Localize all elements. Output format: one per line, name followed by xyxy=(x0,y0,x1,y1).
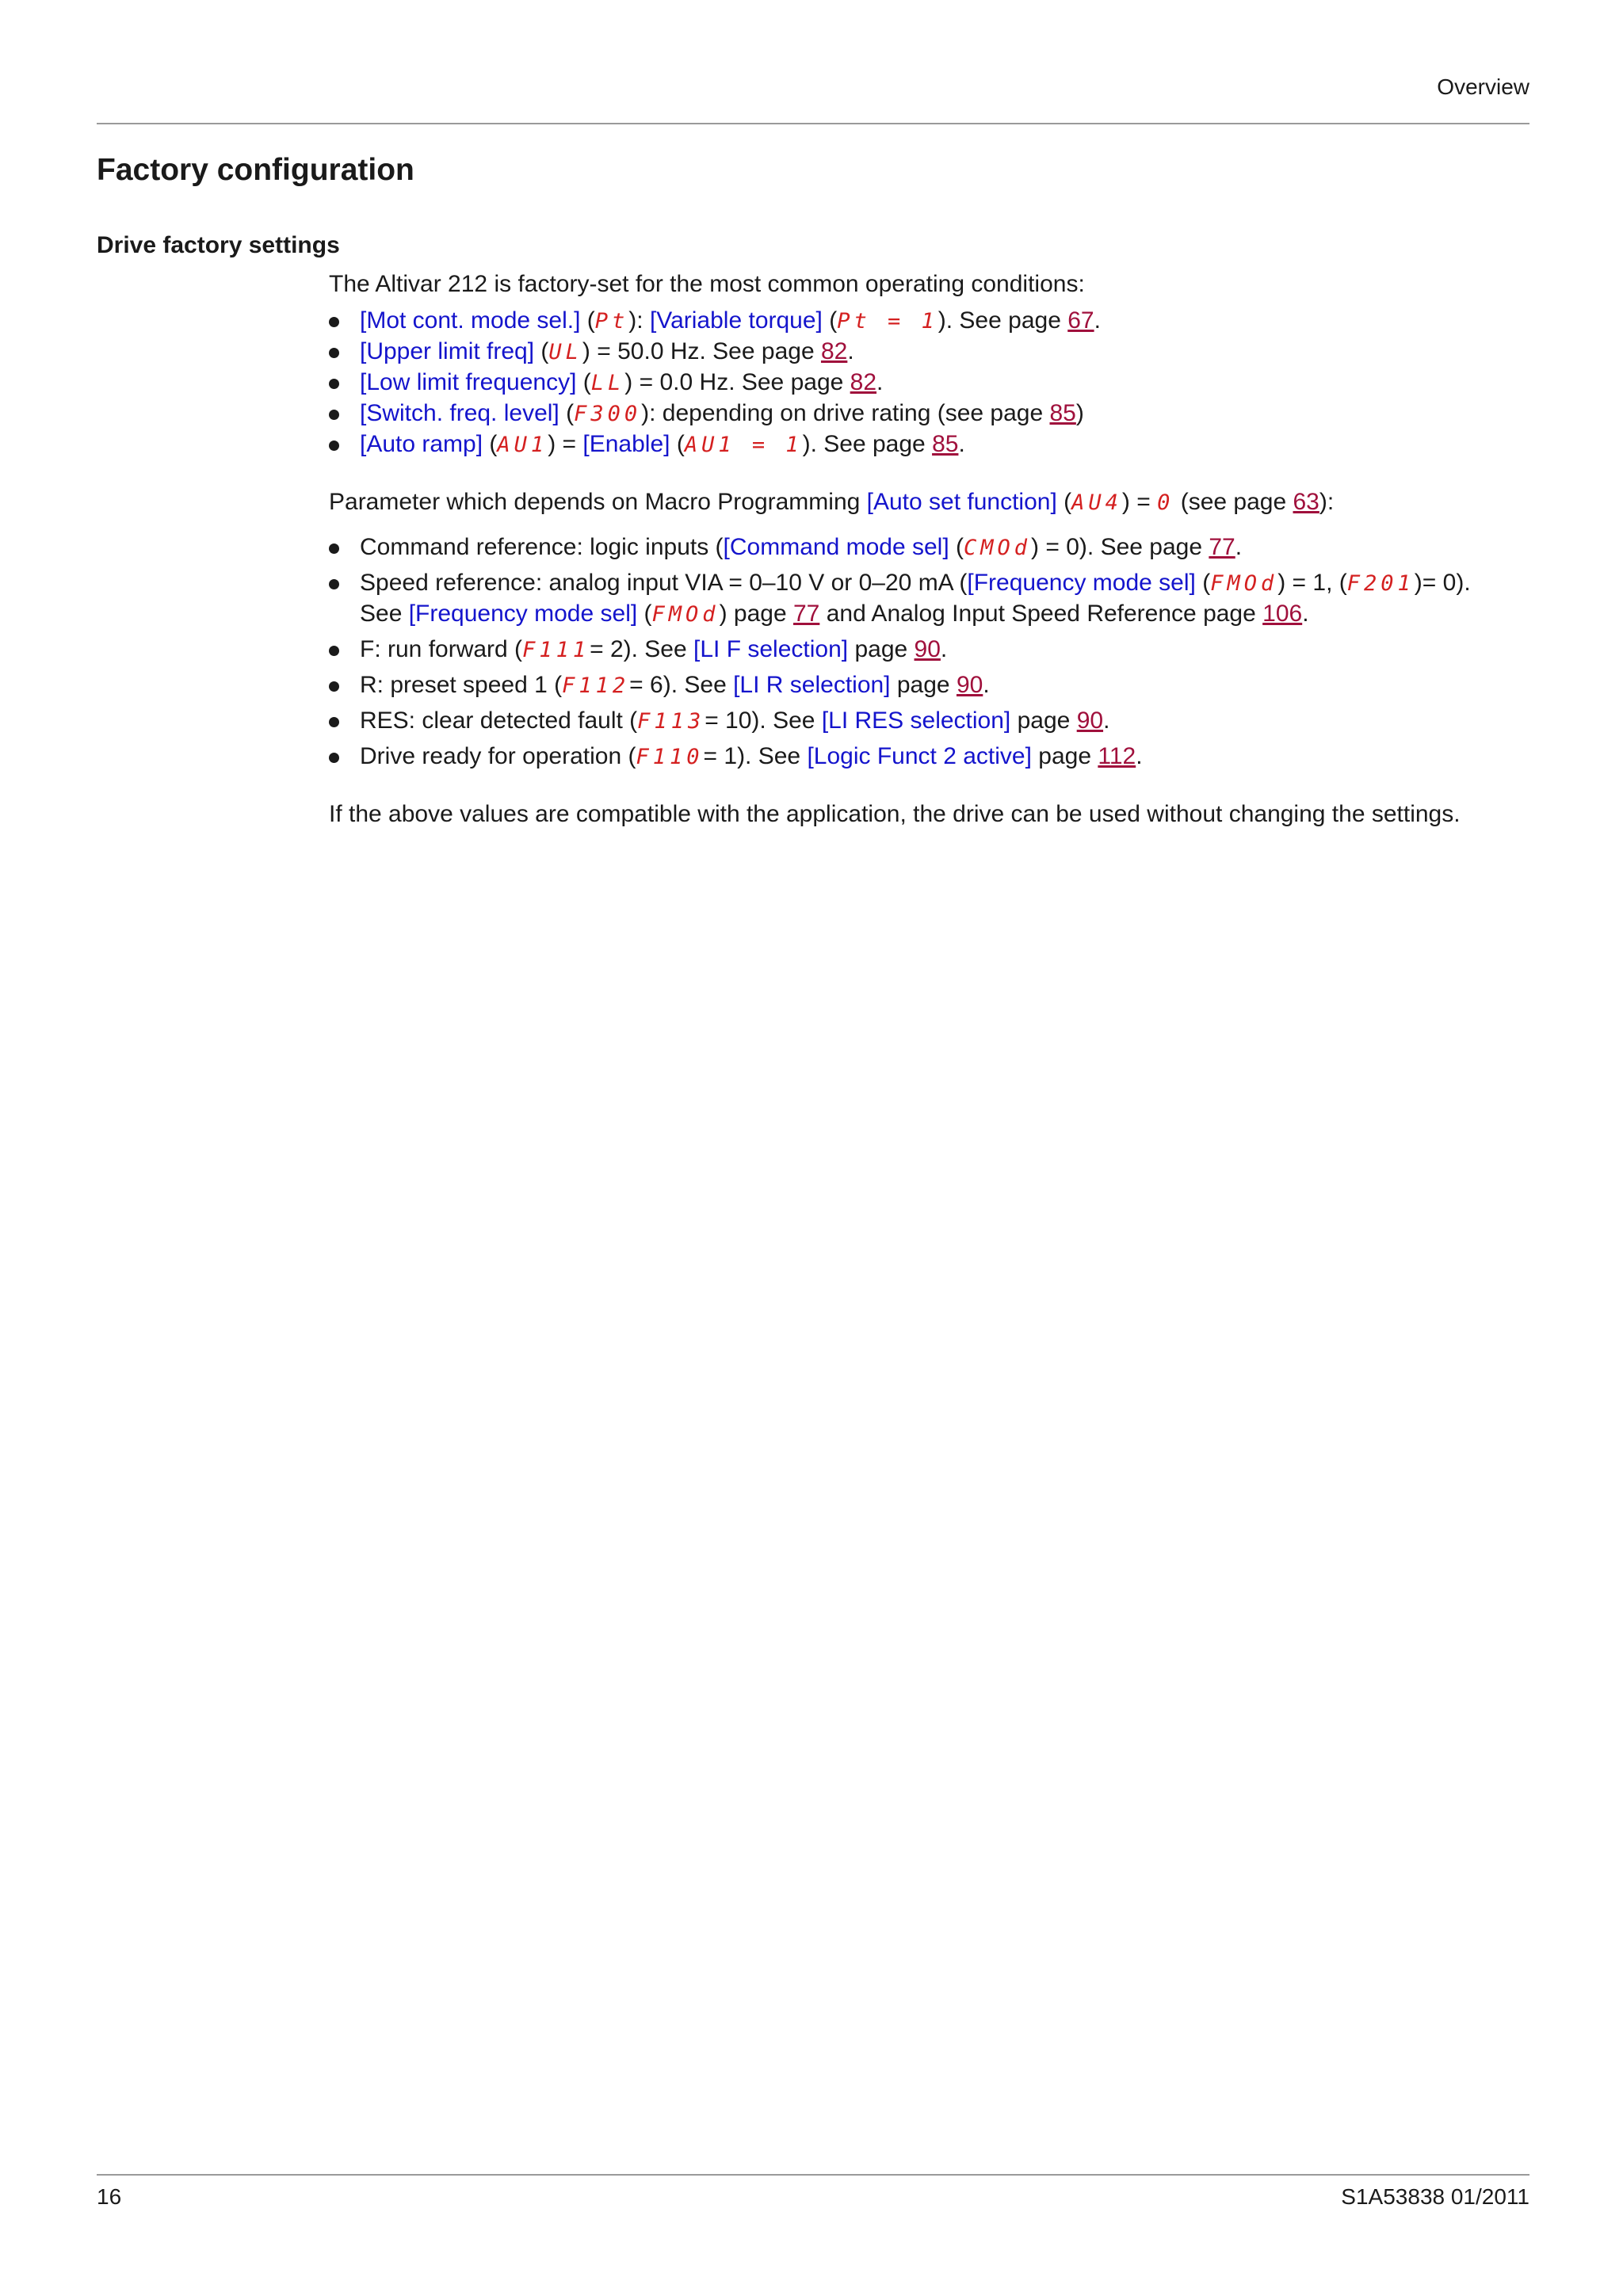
list-text: = 10). See xyxy=(705,707,822,734)
parameter-name: [Switch. freq. level] xyxy=(360,400,559,426)
body-column xyxy=(329,269,1529,830)
page-link[interactable]: 90 xyxy=(1076,707,1104,734)
macro-paragraph: Parameter which depends on Macro Programming [Auto set function] (AU4) = 0 (see page 63): xyxy=(329,489,1335,515)
header-rule xyxy=(97,123,1529,124)
list-item: [Low limit frequency] (LL) = 0.0 Hz. See page 82. xyxy=(329,368,1529,399)
parameter-name: [Mot cont. mode sel.] xyxy=(360,307,581,334)
list-text: . xyxy=(958,431,965,457)
list-text: . xyxy=(876,369,884,395)
list-item xyxy=(329,635,1529,666)
display-code: AU1 xyxy=(497,433,548,457)
page-link[interactable]: 67 xyxy=(1067,307,1094,334)
display-code: AU4 xyxy=(1071,490,1122,515)
list-item xyxy=(329,706,1529,737)
parameter-name: [Frequency mode sel] xyxy=(408,601,638,627)
list-text: ( xyxy=(670,431,685,457)
list-text: = 2). See xyxy=(590,636,694,662)
macro-text: ): xyxy=(1319,489,1335,515)
list-text: . xyxy=(983,672,990,698)
list-text: . xyxy=(1235,534,1243,560)
display-code: F300 xyxy=(574,402,642,426)
parameter-name: [Auto set function] xyxy=(866,489,1057,515)
parameter-name: [Low limit frequency] xyxy=(360,369,577,395)
page-link[interactable]: 112 xyxy=(1098,743,1136,769)
list-text: = 6). See xyxy=(629,672,734,698)
display-code: F113 xyxy=(637,709,705,734)
list-text: and Analog Input Speed Reference page xyxy=(819,601,1263,627)
parameter-name: [Auto ramp] xyxy=(360,431,483,457)
display-code: 0 xyxy=(1157,490,1174,515)
display-code: AU1 = 1 xyxy=(684,433,803,457)
list-text: ) xyxy=(1075,400,1084,426)
intro-paragraph: The Altivar 212 is factory-set for the most common operating conditions: xyxy=(329,271,1085,297)
list-text: R: preset speed 1 ( xyxy=(360,672,563,698)
parameter-name: [Upper limit freq] xyxy=(360,338,535,364)
macro-text: = xyxy=(1129,489,1158,515)
list-text: page xyxy=(727,601,793,627)
list-text: . xyxy=(940,636,948,662)
list-text: Speed reference: analog input VIA = 0–10 V or 0–20 mA ( xyxy=(360,570,968,596)
page-link[interactable]: 90 xyxy=(914,636,941,662)
list-text: Drive ready for operation ( xyxy=(360,743,636,769)
list-text: = xyxy=(556,431,583,457)
list-item: [Auto ramp] (AU1) = [Enable] (AU1 = 1). See page 85. xyxy=(329,429,1529,460)
parameter-value: [Enable] xyxy=(582,431,670,457)
list-item xyxy=(329,742,1529,772)
list-item: [Switch. freq. level] (F300): depending on drive rating (see page 85) xyxy=(329,399,1529,429)
list-text: page xyxy=(848,636,915,662)
display-code: FMOd xyxy=(651,602,720,627)
list-text: . xyxy=(1136,743,1143,769)
list-text: page xyxy=(890,672,957,698)
running-header: Overview xyxy=(1437,74,1529,99)
macro-settings-list xyxy=(329,532,1529,772)
parameter-name: [LI RES selection] xyxy=(821,707,1011,734)
list-item xyxy=(329,670,1529,701)
parameter-name: [LI R selection] xyxy=(733,672,891,698)
list-text: = 1, ( xyxy=(1285,570,1347,596)
page-link[interactable]: 82 xyxy=(850,369,877,395)
macro-text: Parameter which depends on Macro Programming xyxy=(329,489,867,515)
closing-paragraph: If the above values are compatible with the application, the drive can be used without changing the settings. xyxy=(329,801,1461,827)
list-text: page xyxy=(1010,707,1077,734)
display-code: UL xyxy=(548,340,582,364)
page-link[interactable]: 106 xyxy=(1262,601,1303,627)
list-text: . xyxy=(1302,601,1309,627)
list-text: = 0.0 Hz. See page xyxy=(632,369,850,395)
parameter-name: [LI F selection] xyxy=(693,636,849,662)
macro-text: (see page xyxy=(1174,489,1293,515)
page-title: Factory configuration xyxy=(97,153,414,187)
list-text: . xyxy=(847,338,854,364)
list-text: RES: clear detected fault ( xyxy=(360,707,638,734)
document-reference: S1A53838 01/2011 xyxy=(1341,2184,1529,2209)
page-number: 16 xyxy=(97,2184,122,2209)
display-code: F112 xyxy=(562,673,630,698)
list-item: Speed reference: analog input VIA = 0–10 V or 0–20 mA ([Frequency mode sel] (FMOd) = 1, (F201)= 0). See [Frequency mode sel] (FMOd) page 77 and Analog Input Speed Reference page 106. xyxy=(329,568,1529,630)
list-text: F: run forward ( xyxy=(360,636,523,662)
list-text: ). See page xyxy=(938,307,1068,334)
list-text: ( xyxy=(822,307,838,334)
list-text: . xyxy=(1103,707,1110,734)
list-text: : xyxy=(636,307,650,334)
page-link[interactable]: 77 xyxy=(1209,534,1235,560)
parameter-name: [Frequency mode sel] xyxy=(967,570,1196,596)
list-text: = 1). See xyxy=(703,743,808,769)
list-item: [Mot cont. mode sel.] (Pt): [Variable torque] (Pt = 1). See page 67. xyxy=(329,306,1529,337)
list-item: Command reference: logic inputs ([Command mode sel] (CMOd) = 0). See page 77. xyxy=(329,532,1529,563)
page-link[interactable]: 82 xyxy=(820,338,848,364)
display-code: F201 xyxy=(1346,571,1415,596)
page-link[interactable]: 85 xyxy=(1049,400,1076,426)
section-title: Drive factory settings xyxy=(97,232,340,258)
display-code: F110 xyxy=(636,745,704,769)
list-text: See xyxy=(360,601,409,627)
footer-rule xyxy=(97,2174,1529,2176)
display-code: F111 xyxy=(522,638,590,662)
page-link[interactable]: 77 xyxy=(792,601,820,627)
list-text: = 0). See page xyxy=(1039,534,1209,560)
parameter-name: [Logic Funct 2 active] xyxy=(807,743,1032,769)
list-text: . xyxy=(1094,307,1101,334)
display-code: Pt xyxy=(594,309,629,334)
display-code: LL xyxy=(590,371,625,395)
page-link[interactable]: 90 xyxy=(956,672,983,698)
list-text: : depending on drive rating (see page xyxy=(649,400,1050,426)
list-text: )= 0). xyxy=(1414,570,1471,596)
display-code: Pt = 1 xyxy=(837,309,938,334)
display-code: CMOd xyxy=(964,536,1032,560)
list-text: page xyxy=(1031,743,1098,769)
factory-settings-list xyxy=(329,306,1529,460)
parameter-name: [Command mode sel] xyxy=(723,534,949,560)
list-item: [Upper limit freq] (UL) = 50.0 Hz. See page 82. xyxy=(329,337,1529,368)
list-text: Command reference: logic inputs ( xyxy=(360,534,724,560)
page-link[interactable]: 63 xyxy=(1293,489,1319,515)
page-link[interactable]: 85 xyxy=(932,431,959,457)
display-code: FMOd xyxy=(1210,571,1278,596)
list-text: = 50.0 Hz. See page xyxy=(590,338,821,364)
parameter-value: [Variable torque] xyxy=(649,307,823,334)
list-text: ). See page xyxy=(802,431,933,457)
